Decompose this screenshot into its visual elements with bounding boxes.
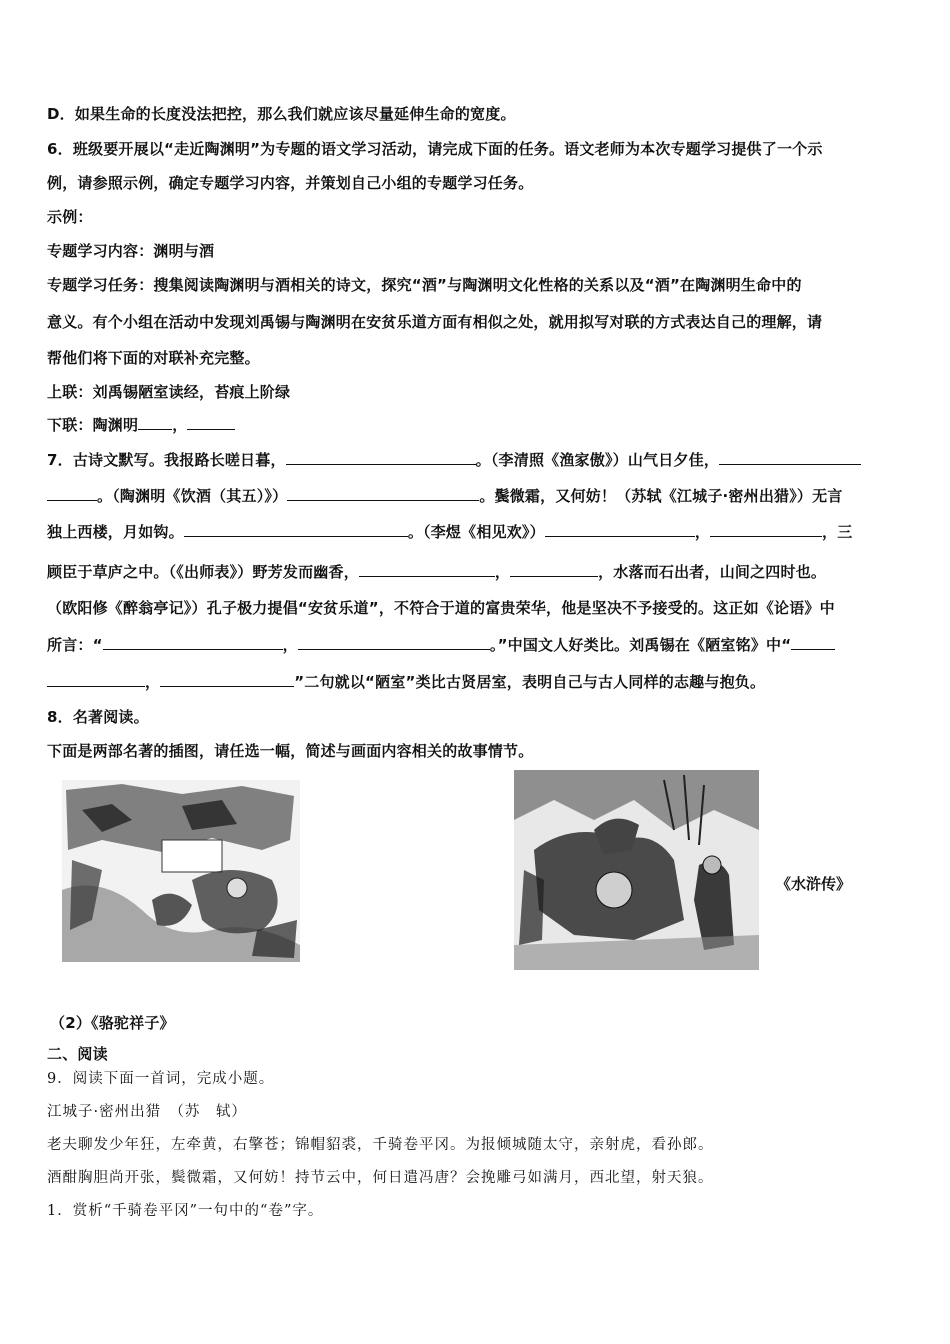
q7-text: ，三 bbox=[822, 523, 853, 541]
q7-line-1 bbox=[47, 449, 907, 471]
answer-blank[interactable] bbox=[710, 522, 822, 537]
answer-blank[interactable] bbox=[791, 635, 835, 650]
answer-blank[interactable] bbox=[187, 415, 235, 430]
q9-poem-title: 江城子·密州出猎 （苏 轼） bbox=[47, 1104, 247, 1120]
q8-instruction: 下面是两部名著的插图，请任选一幅，简述与画面内容相关的故事情节。 bbox=[47, 742, 534, 760]
q7-text: ， bbox=[145, 673, 161, 691]
q6-line-1: 6．班级要开展以“走近陶渊明”为专题的语文学习活动，请完成下面的任务。语文老师为本次专题学习提供了一个示 bbox=[47, 140, 823, 158]
q7-text: 7．古诗文默写。我报路长嗟日暮， bbox=[47, 451, 286, 469]
q7-text: 。（李清照《渔家傲》）山气日夕佳， bbox=[475, 451, 720, 469]
answer-blank[interactable] bbox=[287, 486, 479, 501]
q7-text: ，水落而石出者，山间之四时也。 bbox=[598, 563, 827, 581]
answer-blank[interactable] bbox=[47, 486, 97, 501]
answer-blank[interactable] bbox=[286, 450, 476, 465]
illustration-left bbox=[62, 780, 300, 962]
q6-example-label: 示例： bbox=[47, 208, 93, 226]
q7-line-6 bbox=[47, 634, 907, 656]
q9-poem-line-2: 酒酣胸胆尚开张，鬓微霜，又何妨！持节云中，何日遣冯唐？会挽雕弓如满月，西北望，射天狼。 bbox=[47, 1170, 714, 1186]
q7-text: 。鬓微霜，又何妨！（苏轼《江城子·密州出猎》）无言 bbox=[479, 487, 843, 505]
q9-title: 9．阅读下面一首词，完成小题。 bbox=[47, 1071, 275, 1087]
q7-line-3 bbox=[47, 521, 907, 543]
q7-text: ， bbox=[494, 563, 511, 581]
q7-text: 独上西楼，月如钩。 bbox=[47, 523, 184, 541]
q7-text: 所言：“ bbox=[47, 636, 103, 654]
q7-text: 顾臣于草庐之中。（《出师表》）野芳发而幽香， bbox=[47, 563, 359, 581]
q6-task-line-1: 专题学习任务：搜集阅读陶渊明与酒相关的诗文，探究“酒”与陶渊明文化性格的关系以及“酒”在陶渊明生命中的 bbox=[47, 276, 802, 294]
answer-blank[interactable] bbox=[545, 522, 695, 537]
answer-blank[interactable] bbox=[359, 562, 495, 577]
q8-option-2: （2）《骆驼祥子》 bbox=[50, 1014, 175, 1032]
q8-title: 8．名著阅读。 bbox=[47, 708, 149, 726]
answer-blank[interactable] bbox=[719, 450, 861, 465]
answer-blank[interactable] bbox=[47, 672, 145, 687]
q7-text: ， bbox=[694, 523, 711, 541]
q9-poem-line-1: 老夫聊发少年狂，左牵黄，右擎苍；锦帽貂裘，千骑卷平冈。为报倾城随太守，亲射虎，看孙郎。 bbox=[47, 1137, 714, 1153]
section-2-heading: 二、阅读 bbox=[47, 1045, 108, 1063]
q7-line-4 bbox=[47, 561, 907, 583]
illustration-right bbox=[514, 770, 759, 970]
answer-blank[interactable] bbox=[103, 635, 283, 650]
q7-text: 。（陶渊明《饮酒（其五）》） bbox=[97, 487, 288, 505]
q7-line-7 bbox=[47, 671, 907, 693]
answer-blank[interactable] bbox=[184, 522, 408, 537]
q6-line-2: 例，请参照示例，确定专题学习内容，并策划自己小组的专题学习任务。 bbox=[47, 174, 534, 192]
q7-line-5: （欧阳修《醉翁亭记》）孔子极力提倡“安贫乐道”，不符合于道的富贵荣华，他是坚决不予接受的。这正如《论语》中 bbox=[47, 599, 835, 617]
q5-option-d: D．如果生命的长度没法把控，那么我们就应该尽量延伸生命的宽度。 bbox=[47, 105, 516, 123]
q6-content: 专题学习内容：渊明与酒 bbox=[47, 242, 215, 260]
lower-prefix: 下联：陶渊明 bbox=[47, 416, 139, 434]
q6-lower-couplet bbox=[47, 414, 907, 436]
q7-text: 。（李煜《相见欢》） bbox=[407, 523, 545, 541]
answer-blank[interactable] bbox=[510, 562, 598, 577]
q7-line-2 bbox=[47, 485, 907, 507]
q6-task-line-3: 帮他们将下面的对联补充完整。 bbox=[47, 349, 260, 367]
answer-blank[interactable] bbox=[298, 635, 490, 650]
q6-task-line-2: 意义。有个小组在活动中发现刘禹锡与陶渊明在安贫乐道方面有相似之处，就用拟写对联的方式表达自己的理解，请 bbox=[47, 313, 823, 331]
lower-sep: ， bbox=[172, 416, 188, 434]
q6-upper-couplet: 上联：刘禹锡陋室读经，苔痕上阶绿 bbox=[47, 383, 291, 401]
q7-text: ， bbox=[282, 636, 298, 654]
q9-sub-1: 1．赏析“千骑卷平冈”一句中的“卷”字。 bbox=[47, 1203, 324, 1219]
caption-water-margin: 《水浒传》 bbox=[776, 875, 852, 893]
answer-blank[interactable] bbox=[138, 415, 172, 430]
answer-blank[interactable] bbox=[160, 672, 294, 687]
q7-text: ”二句就以“陋室”类比古贤居室，表明自己与古人同样的志趣与抱负。 bbox=[294, 673, 766, 691]
q7-text: 。”中国文人好类比。刘禹锡在《陋室铭》中“ bbox=[489, 636, 792, 654]
